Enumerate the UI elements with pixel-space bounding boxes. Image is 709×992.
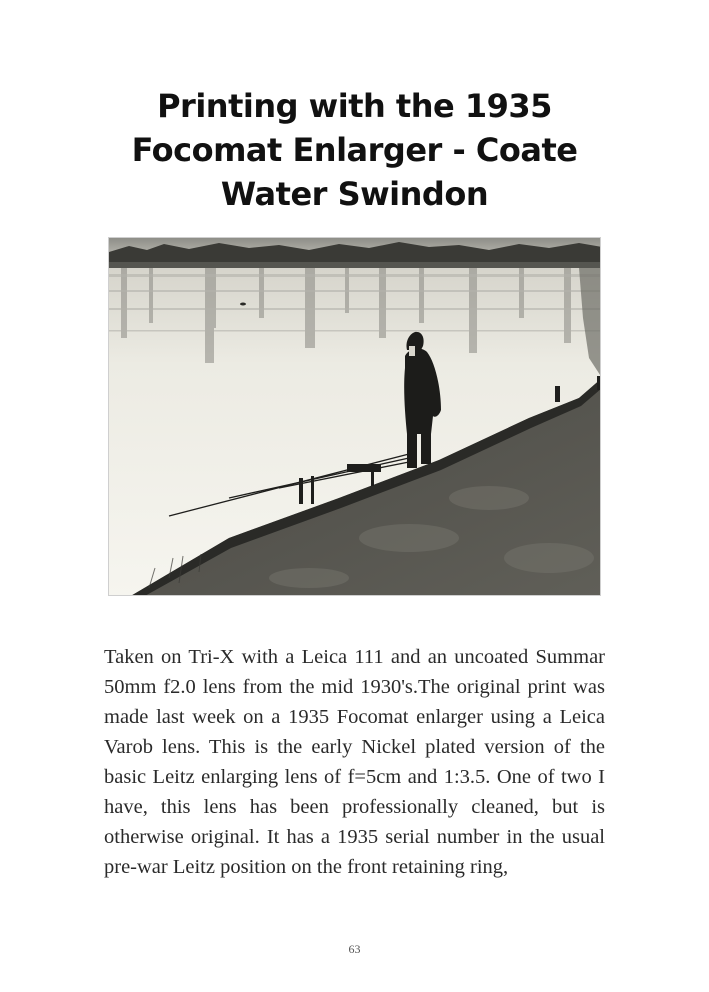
photo-graphic xyxy=(109,238,601,596)
lake-photograph xyxy=(108,237,601,596)
page-number: 63 xyxy=(348,942,361,956)
body-paragraph: Taken on Tri-X with a Leica 111 and an uncoated Summar 50mm f2.0 lens from the mid 1930's.The original print was made last week on a 1935 Focomat enlarger using a Leica Varob lens. This is the early Nickel plated version of the basic Leitz enlarging lens of f=5cm and 1:3.5. One of two I have, this lens has been professionally cleaned, but is otherwise original. It has a 1935 serial number in the usual pre-war Leitz position on the front retaining ring, xyxy=(104,646,605,878)
page-title: Printing with the 1935 Focomat Enlarger - Coate Water Swindon xyxy=(131,87,578,213)
